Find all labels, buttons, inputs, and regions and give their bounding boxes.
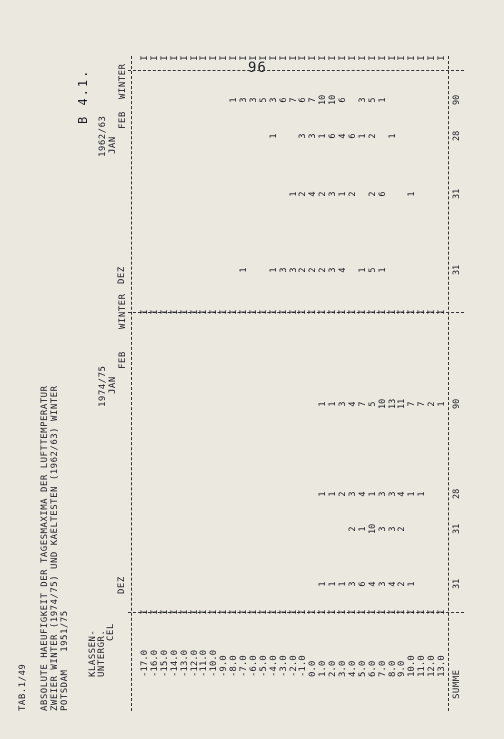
column-marker: I [209, 309, 220, 315]
column-marker: I [427, 609, 438, 615]
column-marker: I [169, 609, 180, 615]
column-marker: I [288, 609, 299, 615]
column-marker: I [268, 55, 279, 61]
column-marker: I [258, 609, 269, 615]
column-marker: I [437, 55, 447, 61]
cell-cold-dez: 4 [338, 267, 348, 273]
section-ref: B 4.1. [76, 68, 90, 124]
column-marker: I [219, 309, 230, 315]
column-marker: I [239, 55, 249, 61]
cell-cold-jan: 2 [347, 191, 358, 197]
class-label: 2.0 [328, 660, 339, 677]
class-label: 9.0 [397, 660, 408, 677]
cell-cold-winter: 7 [308, 97, 319, 103]
cold-group-label: 1962/63 [98, 115, 108, 157]
class-label: 12.0 [427, 655, 438, 677]
column-marker: I [189, 55, 200, 61]
warm-col-jan: JAN [108, 376, 118, 394]
column-marker: I [288, 55, 299, 61]
title-line-1: ABSOLUTE HAEUFIGKEIT DER TAGESMAXIMA DER LUFTTEMPERATUR [40, 385, 50, 711]
cell-warm-winter: 7 [407, 401, 418, 407]
column-marker: I [377, 609, 388, 615]
cell-cold-winter: 5 [367, 97, 378, 103]
cell-warm-winter: 1 [437, 401, 447, 407]
cell-cold-winter: 1 [377, 97, 388, 103]
cell-warm-feb: 4 [357, 491, 368, 497]
table-id: TAB.1/49 [18, 663, 28, 711]
cell-warm-winter: 4 [347, 401, 358, 407]
cell-warm-feb: 4 [397, 491, 408, 497]
class-header-2: UNTERGR. [97, 629, 107, 677]
column-marker: I [179, 309, 190, 315]
column-marker: I [407, 609, 418, 615]
cell-cold-feb: 2 [367, 133, 378, 139]
sum-cell: 28 [452, 130, 462, 141]
cell-warm-winter: 2 [427, 401, 438, 407]
cell-warm-winter: 1 [328, 401, 339, 407]
cell-cold-winter: 10 [318, 94, 329, 105]
cold-col-winter: WINTER [118, 63, 128, 99]
column-marker: I [268, 309, 279, 315]
class-label: -12.0 [189, 649, 200, 677]
cell-cold-feb: 1 [357, 133, 368, 139]
cell-cold-dez: 3 [328, 267, 339, 273]
cell-cold-jan: 2 [318, 191, 329, 197]
column-marker: I [149, 309, 160, 315]
class-label: -13.0 [179, 649, 190, 677]
cell-cold-dez: 3 [278, 267, 289, 273]
column-marker: I [189, 609, 200, 615]
cell-cold-dez: 1 [239, 267, 249, 273]
cell-warm-feb: 1 [328, 491, 339, 497]
cell-cold-jan: 4 [308, 191, 319, 197]
column-marker: I [407, 309, 418, 315]
sum-cell: 31 [452, 188, 462, 199]
cell-cold-dez: 1 [357, 267, 368, 273]
column-marker: I [169, 309, 180, 315]
column-marker: I [278, 55, 289, 61]
class-header-1: KLASSEN- [88, 629, 98, 677]
class-label: -1.0 [298, 655, 309, 677]
class-header-3: CEL [106, 623, 116, 641]
column-marker: I [229, 55, 240, 61]
cell-warm-feb: 3 [387, 491, 398, 497]
cell-warm-winter: 3 [338, 401, 348, 407]
cell-warm-jan: 1 [357, 526, 368, 532]
column-marker: I [219, 609, 230, 615]
column-marker: I [427, 309, 438, 315]
cell-warm-feb: 3 [377, 491, 388, 497]
cell-warm-feb: 2 [338, 491, 348, 497]
column-marker: I [367, 309, 378, 315]
column-marker: I [437, 309, 447, 315]
cell-warm-dez: 1 [318, 581, 329, 587]
class-label: -17.0 [140, 649, 150, 677]
cell-cold-feb: 3 [308, 133, 319, 139]
class-label: -2.0 [288, 655, 299, 677]
column-marker: I [367, 55, 378, 61]
column-marker: I [209, 609, 220, 615]
column-marker: I [159, 609, 170, 615]
column-marker: I [417, 309, 428, 315]
cell-cold-jan: 6 [377, 191, 388, 197]
column-marker: I [288, 309, 299, 315]
column-marker: I [179, 55, 190, 61]
column-marker: I [298, 55, 309, 61]
cell-cold-jan: 1 [288, 191, 299, 197]
cold-col-dez: DEZ [117, 266, 127, 284]
column-marker: I [278, 309, 289, 315]
cell-cold-dez: 2 [298, 267, 309, 273]
column-marker: I [258, 309, 269, 315]
column-marker: I [397, 309, 408, 315]
cell-cold-jan: 3 [328, 191, 339, 197]
column-marker: I [347, 55, 358, 61]
cell-cold-winter: 3 [357, 97, 368, 103]
column-marker: I [328, 55, 339, 61]
column-marker: I [347, 309, 358, 315]
cell-cold-jan: 1 [338, 191, 348, 197]
class-label: 8.0 [387, 660, 398, 677]
cell-warm-jan: 3 [377, 526, 388, 532]
sum-cell: 31 [452, 264, 462, 275]
cell-warm-feb: 1 [318, 491, 329, 497]
column-marker: I [199, 309, 210, 315]
cell-warm-dez: 1 [328, 581, 339, 587]
class-label: -7.0 [239, 655, 249, 677]
cell-cold-feb: 4 [338, 133, 348, 139]
column-marker: I [377, 55, 388, 61]
class-label: -14.0 [169, 649, 180, 677]
class-label: -10.0 [209, 649, 220, 677]
class-label: 0.0 [308, 660, 319, 677]
cell-warm-winter: 10 [377, 398, 388, 409]
column-marker: I [318, 609, 329, 615]
class-label: -4.0 [268, 655, 279, 677]
cell-cold-winter: 3 [268, 97, 279, 103]
column-marker: I [298, 309, 309, 315]
column-marker: I [357, 55, 368, 61]
class-label: -11.0 [199, 649, 210, 677]
column-marker: I [169, 55, 180, 61]
column-marker: I [387, 609, 398, 615]
column-marker: I [347, 609, 358, 615]
class-label: 10.0 [407, 655, 418, 677]
column-marker: I [209, 55, 220, 61]
cell-cold-feb: 1 [387, 133, 398, 139]
cell-cold-feb: 3 [298, 133, 309, 139]
title-line-2: ZWEIER WINTER (1974/75) UND KAELTESTEN (1962/63) WINTER [50, 385, 60, 711]
column-marker: I [417, 609, 428, 615]
class-label: -3.0 [278, 655, 289, 677]
cell-cold-dez: 2 [308, 267, 319, 273]
class-label: -5.0 [258, 655, 269, 677]
cell-warm-jan: 3 [387, 526, 398, 532]
column-marker: I [149, 55, 160, 61]
column-marker: I [248, 609, 259, 615]
column-marker: I [199, 609, 210, 615]
sum-cell: 31 [452, 523, 462, 534]
column-marker: I [248, 309, 259, 315]
cell-warm-jan: 10 [367, 523, 378, 534]
column-marker: I [239, 309, 249, 315]
cell-warm-dez: 1 [407, 581, 418, 587]
warm-col-feb: FEB [118, 351, 128, 369]
cell-warm-dez: 3 [347, 581, 358, 587]
class-label: 1.0 [318, 660, 329, 677]
sum-cell: 31 [452, 578, 462, 589]
cell-cold-winter: 5 [258, 97, 269, 103]
cell-cold-winter: 1 [229, 97, 240, 103]
class-label: -9.0 [219, 655, 230, 677]
column-marker: I [407, 55, 418, 61]
title-line-3: POTSDAM 1951/75 [60, 610, 70, 711]
column-marker: I [159, 309, 170, 315]
column-marker: I [437, 609, 447, 615]
class-label: -8.0 [229, 655, 240, 677]
cell-warm-jan: 2 [347, 526, 358, 532]
cell-cold-dez: 2 [318, 267, 329, 273]
column-marker: I [357, 309, 368, 315]
class-label: -6.0 [248, 655, 259, 677]
column-marker: I [308, 309, 319, 315]
cold-col-feb: FEB [118, 111, 128, 129]
class-label: 11.0 [417, 655, 428, 677]
cell-cold-jan: 2 [298, 191, 309, 197]
cell-cold-feb: 1 [318, 133, 329, 139]
column-marker: I [219, 55, 230, 61]
warm-group-label: 1974/75 [98, 365, 108, 407]
cell-cold-winter: 6 [278, 97, 289, 103]
column-marker: I [199, 55, 210, 61]
cell-warm-winter: 1 [318, 401, 329, 407]
column-marker: I [258, 55, 269, 61]
column-marker: I [159, 55, 170, 61]
column-marker: I [308, 55, 319, 61]
class-label: 7.0 [377, 660, 388, 677]
cell-cold-dez: 1 [268, 267, 279, 273]
class-label: -15.0 [159, 649, 170, 677]
cell-warm-dez: 3 [377, 581, 388, 587]
column-marker: I [387, 55, 398, 61]
column-marker: I [328, 609, 339, 615]
column-marker: I [357, 609, 368, 615]
column-marker: I [338, 55, 348, 61]
column-marker: I [338, 609, 348, 615]
column-marker: I [140, 55, 150, 61]
column-marker: I [298, 609, 309, 615]
class-label: -16.0 [149, 649, 160, 677]
cell-warm-dez: 4 [367, 581, 378, 587]
column-marker: I [377, 309, 388, 315]
column-marker: I [328, 309, 339, 315]
cell-warm-winter: 7 [357, 401, 368, 407]
class-label: 3.0 [338, 660, 348, 677]
column-marker: I [397, 609, 408, 615]
cell-warm-dez: 2 [397, 581, 408, 587]
cell-cold-feb: 1 [268, 133, 279, 139]
column-marker: I [248, 55, 259, 61]
cell-warm-dez: 1 [338, 581, 348, 587]
cell-cold-dez: 5 [367, 267, 378, 273]
cell-cold-winter: 3 [248, 97, 259, 103]
cell-warm-winter: 5 [367, 401, 378, 407]
column-marker: I [229, 609, 240, 615]
column-marker: I [387, 309, 398, 315]
cell-cold-winter: 6 [338, 97, 348, 103]
column-marker: I [397, 55, 408, 61]
cell-warm-feb: 1 [367, 491, 378, 497]
cell-cold-dez: 1 [377, 267, 388, 273]
column-marker: I [417, 55, 428, 61]
cell-warm-winter: 7 [417, 401, 428, 407]
cell-cold-jan: 1 [407, 191, 418, 197]
column-marker: I [189, 309, 200, 315]
column-marker: I [318, 55, 329, 61]
class-label: 13.0 [437, 655, 447, 677]
cell-warm-winter: 13 [387, 398, 398, 409]
column-marker: I [278, 609, 289, 615]
cell-cold-feb: 6 [347, 133, 358, 139]
cell-cold-feb: 6 [328, 133, 339, 139]
sum-cell: 90 [452, 94, 462, 105]
cell-cold-winter: 3 [239, 97, 249, 103]
column-marker: I [367, 609, 378, 615]
cell-warm-feb: 3 [347, 491, 358, 497]
class-label: 5.0 [357, 660, 368, 677]
column-marker: I [179, 609, 190, 615]
column-marker: I [427, 55, 438, 61]
cell-warm-dez: 4 [387, 581, 398, 587]
warm-col-dez: DEZ [117, 576, 127, 594]
class-label: 6.0 [367, 660, 378, 677]
cell-warm-feb: 1 [407, 491, 418, 497]
cell-warm-jan: 2 [397, 526, 408, 532]
cell-cold-dez: 3 [288, 267, 299, 273]
cell-cold-winter: 6 [298, 97, 309, 103]
column-marker: I [239, 609, 249, 615]
column-marker: I [318, 309, 329, 315]
column-marker: I [338, 309, 348, 315]
cell-cold-winter: 7 [288, 97, 299, 103]
page-number: 96 [248, 60, 267, 76]
cell-cold-jan: 2 [367, 191, 378, 197]
column-marker: I [229, 309, 240, 315]
sum-cell: 28 [452, 488, 462, 499]
column-marker: I [140, 609, 150, 615]
sum-label: SUMME [452, 669, 462, 699]
cold-winter-divider [128, 70, 464, 71]
column-marker: I [268, 609, 279, 615]
cell-warm-feb: 1 [417, 491, 428, 497]
cell-warm-winter: 11 [397, 398, 408, 409]
warm-col-winter: WINTER [118, 293, 128, 329]
column-marker: I [149, 609, 160, 615]
sum-cell: 90 [452, 398, 462, 409]
column-marker: I [308, 609, 319, 615]
class-label: 4.0 [347, 660, 358, 677]
cell-warm-dez: 6 [357, 581, 368, 587]
cold-col-jan: JAN [108, 136, 118, 154]
cell-cold-winter: 10 [328, 94, 339, 105]
column-marker: I [140, 309, 150, 315]
